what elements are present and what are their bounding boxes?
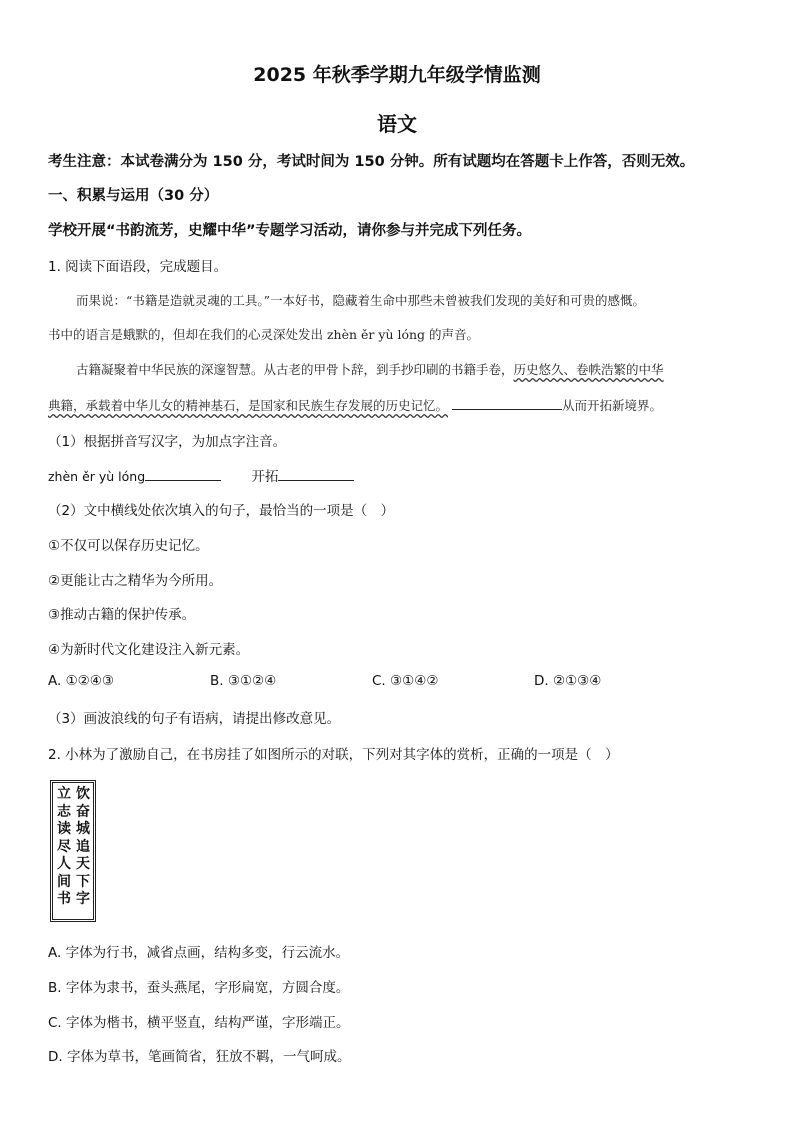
- pinyin-prompt: zhèn ěr yù lóng: [48, 469, 146, 484]
- couplet-char: 立: [57, 786, 71, 802]
- couplet-char: 间: [57, 873, 71, 890]
- couplet-char: 饮: [76, 786, 90, 802]
- sentence-2: ②更能让古之精华为今所用。: [48, 573, 223, 589]
- fill-blank-line[interactable]: [452, 395, 562, 410]
- choice-a[interactable]: A. ①②④③: [48, 673, 114, 689]
- section-heading: 一、积累与运用（30 分）: [48, 188, 219, 204]
- passage-p1-line2: 书中的语言是蛾默的，但却在我们的心灵深处发出 zhèn ěr yù lóng 的声音。: [48, 327, 480, 342]
- sentence-3: ③推动古籍的保护传承。: [48, 607, 196, 623]
- activity-intro: 学校开展“书韵流芳，史耀中华”专题学习活动，请你参与并完成下列任务。: [48, 223, 532, 239]
- q1-sub3: （3）画波浪线的句子有语病，请提出修改意见。: [48, 711, 341, 727]
- passage-p2-line2: [48, 395, 662, 414]
- choice-c[interactable]: C. ③①④②: [372, 673, 439, 689]
- couplet-char: 人: [57, 856, 71, 872]
- couplet-right-column: [74, 786, 92, 909]
- couplet-char: 追: [76, 838, 90, 855]
- couplet-char: 天: [76, 856, 90, 872]
- choice-b[interactable]: B. ③①②④: [210, 673, 277, 689]
- passage-p2-plain: 古籍凝聚着中华民族的深邃智慧。从古老的甲骨卜辞，到手抄印刷的书籍手卷，: [76, 362, 514, 377]
- exam-title: 2025 年秋季学期九年级学情监测: [253, 64, 541, 86]
- couplet-char: 读: [57, 821, 71, 837]
- passage-p1-line1: 而果说：“书籍是造就灵魂的工具。”一本好书，隐藏着生命中那些未曾被我们发现的美好和可贵的感慨。: [76, 293, 646, 308]
- q2-stem: 2. 小林为了激励自己，在书房挂了如图所示的对联，下列对其字体的赏析，正确的一项是（ ）: [48, 747, 619, 763]
- q1-stem: 1. 阅读下面语段，完成题目。: [48, 259, 228, 275]
- subject-title: 语文: [377, 112, 417, 136]
- couplet-char: 城: [76, 821, 90, 837]
- q2-option-b[interactable]: B. 字体为隶书，蚕头燕尾，字形扁宽，方圆合度。: [48, 980, 350, 996]
- q2-option-c[interactable]: C. 字体为楷书，横平竖直，结构严谨，字形端正。: [48, 1015, 350, 1031]
- pinyin-answer-blank[interactable]: [145, 466, 221, 481]
- couplet-left-column: [55, 786, 73, 909]
- pinyin-answer-row: [48, 465, 354, 485]
- couplet-image: [50, 780, 96, 922]
- word-answer-blank[interactable]: [278, 466, 354, 481]
- exam-notice: 考生注意：本试卷满分为 150 分，考试时间为 150 分钟。所有试题均在答题卡上作答，否则无效。: [48, 154, 695, 170]
- wavy-sentence-part2: 典籍，承载着中华儿女的精神基石，是国家和民族生存发展的历史记忆。: [48, 398, 449, 413]
- couplet-char: 下: [76, 873, 90, 890]
- couplet-char: 书: [57, 891, 71, 907]
- sentence-4: ④为新时代文化建设注入新元素。: [48, 642, 250, 658]
- couplet-char: 尽: [57, 838, 71, 855]
- word-prompt: 开拓: [251, 469, 279, 485]
- q1-sub2: （2）文中横线处依次填入的句子，最恰当的一项是（ ）: [48, 503, 395, 519]
- passage-p2-line1: [76, 360, 664, 378]
- q2-option-d[interactable]: D. 字体为草书，笔画简省，狂放不羁，一气呵成。: [48, 1049, 351, 1065]
- q1-sub1: （1）根据拼音写汉字，为加点字注音。: [48, 434, 287, 450]
- choice-d[interactable]: D. ②①③④: [534, 673, 602, 689]
- passage-p2-end: 从而开拓新境界。: [562, 398, 663, 413]
- wavy-sentence-part1: 历史悠久、卷帙浩繁的中华: [513, 362, 664, 377]
- couplet-char: 奋: [76, 803, 90, 820]
- q2-option-a[interactable]: A. 字体为行书，减省点画，结构多变，行云流水。: [48, 945, 350, 961]
- couplet-char: 志: [57, 803, 71, 820]
- couplet-char: 字: [76, 891, 90, 907]
- sentence-1: ①不仅可以保存历史记忆。: [48, 538, 209, 554]
